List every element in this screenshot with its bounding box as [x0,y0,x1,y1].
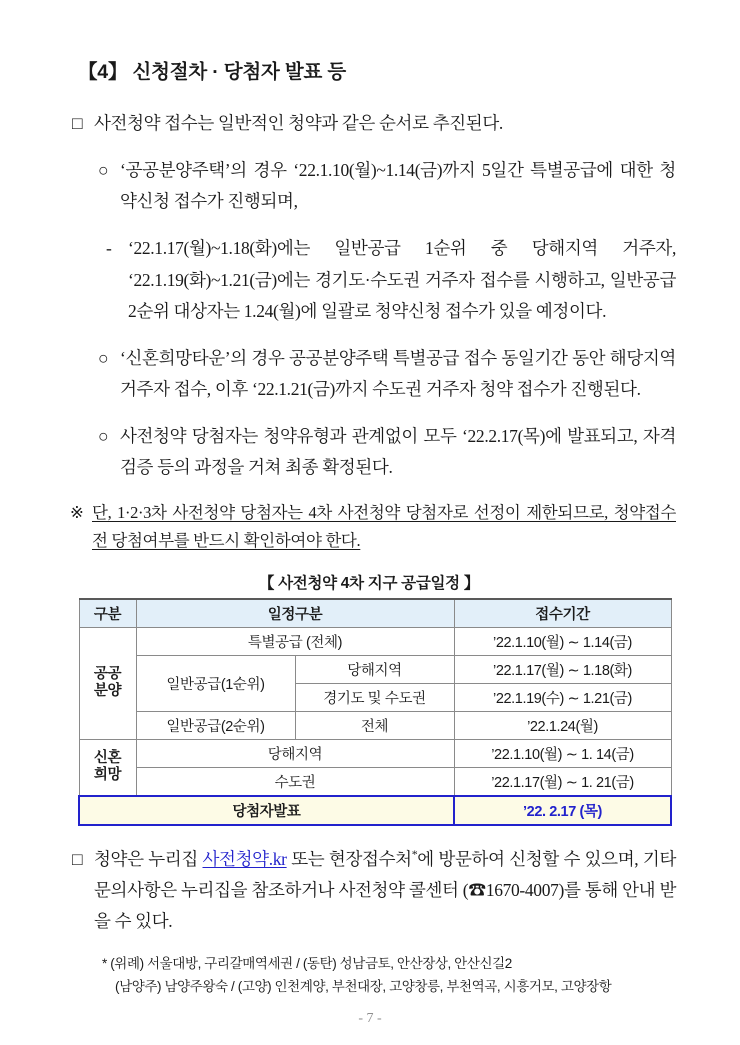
prehousing-site-link[interactable]: 사전청약.kr [202,848,287,869]
page-number: - 7 - [358,1011,382,1026]
bullet-circle-icon: ○ [98,160,109,181]
paragraph-channels-prefix: 청약은 누리집 [94,848,203,869]
cell-all: 전체 [295,711,454,739]
bullet-circle-icon: ○ [98,426,109,447]
cell-period-local: ’22.1.17(월) ∼ 1.18(화) [454,655,671,683]
paragraph-intro [72,108,676,139]
table-head [79,599,671,628]
bullet-reference-icon: ※ [70,503,84,523]
cell-newlywed-local: 당해지역 [136,739,454,767]
cell-group-public [79,627,136,739]
bullet-square-icon: □ [72,848,83,869]
paragraph-application-channels [72,844,676,937]
cell-period-newlywed-metro: ’22.1.17(월) ∼ 1. 21(금) [454,767,671,796]
paragraph-intro-text: 사전청약 접수는 일반적인 청약과 같은 순서로 추진된다. [94,113,503,133]
footnote-block [102,953,676,999]
column-header-period: 접수기간 [454,599,671,628]
paragraph-note-restriction [70,499,676,554]
cell-group-public-line1: 공공 [93,665,122,682]
paragraph-channels-suffix-a: 에 방문하여 신청할 수 있으며, 기타 문의사항은 누리집을 참조하거나 사전청약 콜센터 ( [94,848,677,900]
cell-period-newlywed-local: ’22.1.10(월) ∼ 1. 14(금) [454,739,671,767]
cell-period-special: ’22.1.10(월) ∼ 1.14(금) [454,627,671,655]
phone-icon: ☎ [468,879,486,900]
cell-group-newlywed [79,739,136,796]
table-body [79,627,671,825]
paragraph-winner-announcement [98,421,676,483]
paragraph-public-housing [98,155,676,217]
cell-group-newlywed-line1: 신혼 [93,749,122,766]
cell-newlywed-metro: 수도권 [136,767,454,796]
paragraph-winner-announcement-text: 사전청약 당첨자는 청약유형과 관계없이 모두 ‘22.2.17(목)에 발표되고, 자격검증 등의 과정을 거쳐 최종 확정된다. [120,426,676,478]
paragraph-public-housing-text: ‘공공분양주택’의 경우 ‘22.1.10(월)~1.14(금)까지 5일간 특별공급에 대한 청약신청 접수가 진행되며, [120,160,676,212]
bullet-square-icon: □ [72,113,83,133]
footnote-line-2: (남양주) 남양주왕숙 / (고양) 인천계양, 부천대장, 고양창릉, 부천역곡, 시흥거모, 고양장항 [115,979,612,995]
paragraph-general-supply-text: ‘22.1.17(월)~1.18(화)에는 일반공급 1순위 중 당해지역 거주자, ‘22.1.19(화)~1.21(금)에는 경기도·수도권 거주자 접수를 시행하고, 일반공급 2순위 대상자는 1.24(월)에 일괄로 청약신청 접수가 있을 예정이다. [128,238,676,321]
cell-general-rank1: 일반공급(1순위) [136,655,295,711]
paragraph-note-restriction-text: 단, 1·2·3차 사전청약 당첨자는 4차 사전청약 당첨자로 선정이 제한되므로, 청약접수 전 당첨여부를 반드시 확인하여야 한다. [92,503,676,551]
page-title: 【4】 신청절차 · 당첨자 발표 등 [78,61,346,83]
table-caption: 【 사전청약 4차 지구 공급일정 】 [258,574,480,592]
table-row [79,739,671,767]
paragraph-general-supply [106,233,676,326]
cell-period-gyeonggi: ’22.1.19(수) ∼ 1.21(금) [454,683,671,711]
cell-winner-announcement-label: 당첨자발표 [79,796,454,825]
footnote-marker: * [411,847,418,862]
footnote-line-1: * (위례) 서울대방, 구리갈매역세권 / (동탄) 성남금토, 안산장상, 안산신길2 [102,956,512,972]
column-header-category: 구분 [79,599,136,628]
paragraph-channels-suffix-b: )를 통해 안내 받을 수 있다. [94,879,676,932]
cell-group-public-line2: 분양 [93,683,122,700]
table-header-row [79,599,671,628]
supply-schedule-table [78,598,672,826]
cell-local-area: 당해지역 [295,655,454,683]
cell-general-rank2: 일반공급(2순위) [136,711,295,739]
table-row [79,655,671,683]
bullet-dash-icon: - [106,238,112,259]
table-row [79,627,671,655]
paragraph-channels-middle: 또는 현장접수처 [286,848,412,869]
paragraph-newlywed-town [98,343,676,405]
cell-special-supply: 특별공급 (전체) [136,627,454,655]
column-header-schedule-type: 일정구분 [136,599,454,628]
table-row [79,711,671,739]
paragraph-newlywed-town-text: ‘신혼희망타운’의 경우 공공분양주택 특별공급 접수 동일기간 동안 해당지역 거주자 접수, 이후 ‘22.1.21(금)까지 수도권 거주자 청약 접수가 진행된다. [120,347,676,399]
cell-gyeonggi-metro: 경기도 및 수도권 [295,683,454,711]
table-row-highlight [79,796,671,825]
cell-period-rank2: ’22.1.24(월) [454,711,671,739]
cell-group-newlywed-line2: 희망 [93,767,122,784]
bullet-circle-icon: ○ [98,347,109,368]
cell-winner-announcement-date: ’22. 2.17 (목) [454,796,671,825]
call-center-phone: 1670-4007 [485,879,559,900]
table-row [79,767,671,796]
